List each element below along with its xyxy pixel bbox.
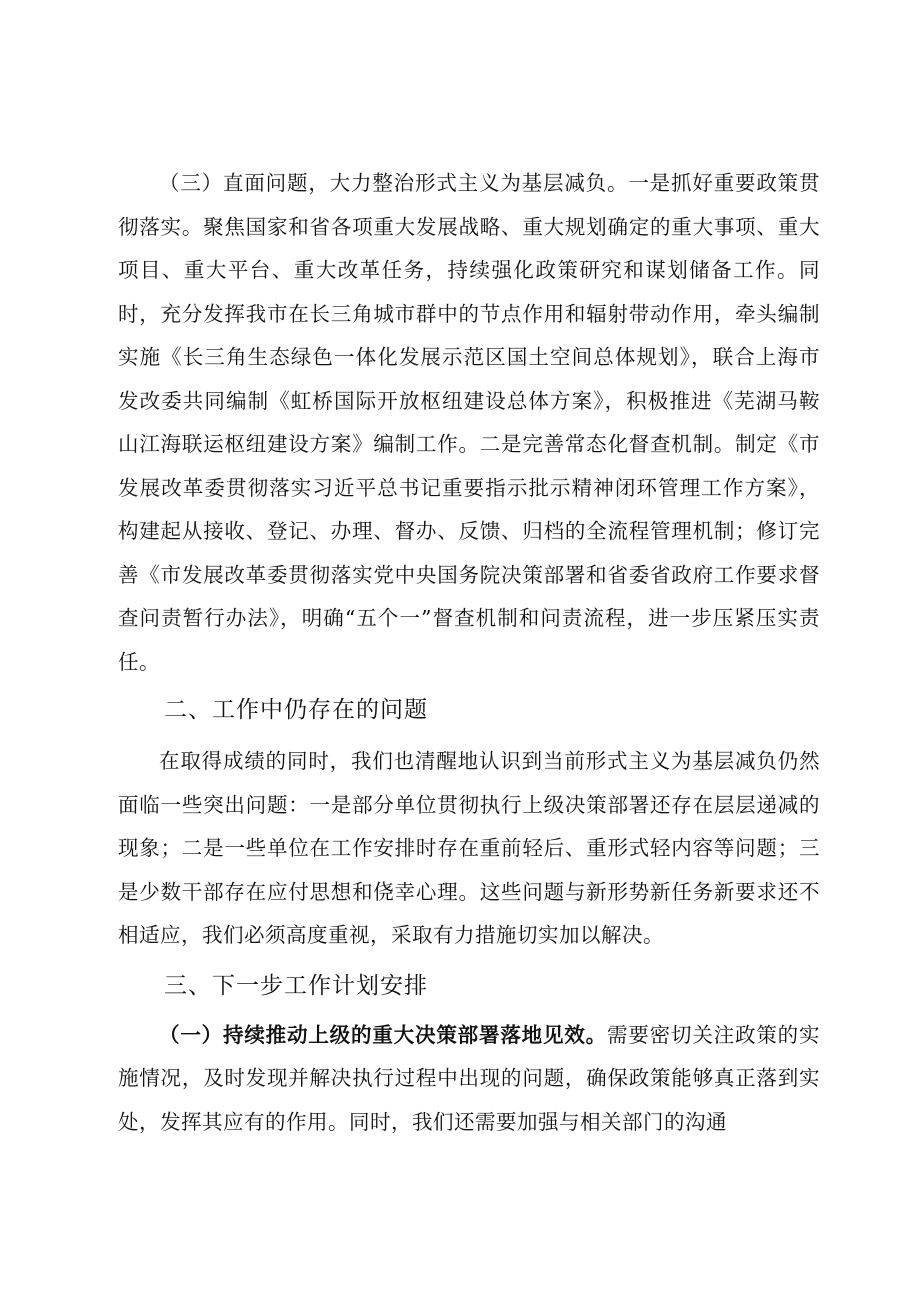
- plan-item-1-lead: （一）持续推动上级的重大决策部署落地见效。: [159, 1022, 607, 1047]
- plan-item-1-paragraph: [118, 1014, 820, 1145]
- plan-item-1-body: 需要密切关注政策的实施情况，及时发现并解决执行过程中出现的问题，确保政策能够真正落到实处，发挥其应有的作用。同时，我们还需要加强与相关部门的沟通: [118, 1022, 820, 1134]
- section-3-paragraph: （三）直面问题，大力整治形式主义为基层减负。一是抓好重要政策贯彻落实。聚焦国家和省各项重大发展战略、重大规划确定的重大事项、重大项目、重大平台、重大改革任务，持续强化政策研究和谋划储备工作。同时，充分发挥我市在长三角城市群中的节点作用和辐射带动作用，牵头编制实施《长三角生态绿色一体化发展示范区国土空间总体规划》，联合上海市发改委共同编制《虹桥国际开放枢纽建设总体方案》，积极推进《芜湖马鞍山江海联运枢纽建设方案》编制工作。二是完善常态化督查机制。制定《市发展改革委贯彻落实习近平总书记重要指示批示精神闭环管理工作方案》，构建起从接收、登记、办理、督办、反馈、归档的全流程管理机制；修订完善《市发展改革委贯彻落实党中央国务院决策部署和省委省政府工作要求督查问责暂行办法》，明确“五个一”督查机制和问责流程，进一步压紧压实责任。: [118, 171, 820, 674]
- problems-paragraph: 在取得成绩的同时，我们也清醒地认识到当前形式主义为基层减负仍然面临一些突出问题：一是部分单位贯彻执行上级决策部署还存在层层递减的现象；二是一些单位在工作安排时存在重前轻后、重形式轻内容等问题；三是少数干部存在应付思想和侥幸心理。这些问题与新形势新任务新要求还不相适应，我们必须高度重视，采取有力措施切实加以解决。: [118, 749, 820, 947]
- heading-next-steps: 三、下一步工作计划安排: [164, 972, 428, 999]
- heading-existing-problems: 二、工作中仍存在的问题: [164, 697, 428, 723]
